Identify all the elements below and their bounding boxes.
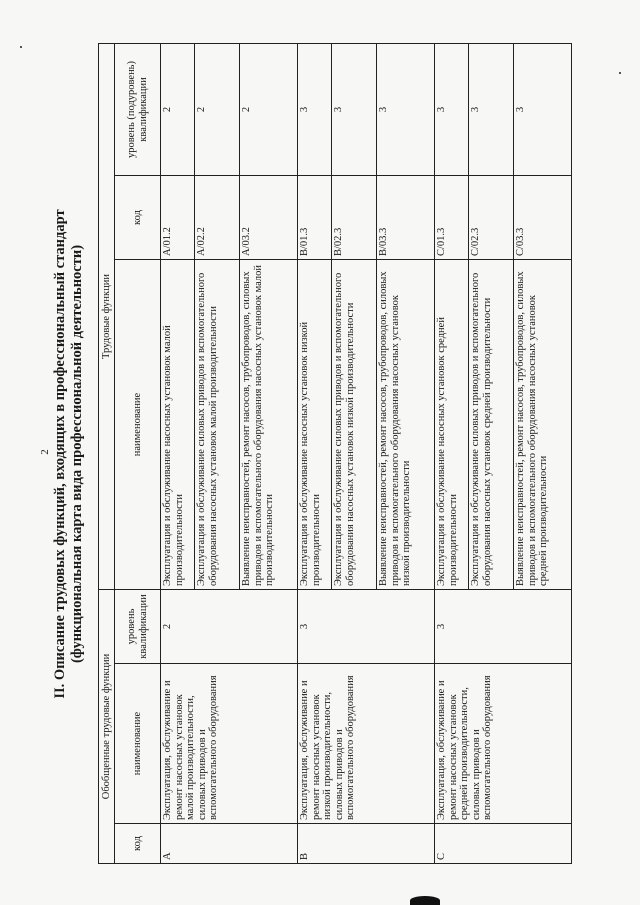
- group-name: Эксплуатация, обслуживание и ремонт насосных установок средней производительности, силовых приводов и вспомогательного оборудования: [435, 664, 572, 824]
- table-row: [298, 43, 332, 863]
- function-level: 3: [435, 43, 469, 175]
- header-level: уровень квалификации: [115, 590, 161, 664]
- scan-mark: [410, 896, 440, 905]
- table-row: [435, 43, 469, 863]
- group-code: B: [298, 824, 435, 864]
- function-name: Эксплуатация и обслуживание силовых приводов и вспомогательного оборудования насосных установок низкой производительности: [332, 260, 377, 590]
- scan-speck: [20, 46, 22, 48]
- function-code: A/02.2: [195, 176, 240, 260]
- header-code: код: [115, 824, 161, 864]
- function-level: 3: [377, 43, 435, 175]
- functional-map-table: [98, 43, 572, 864]
- header-function-code: код: [115, 176, 161, 260]
- function-name: Эксплуатация и обслуживание силовых приводов и вспомогательного оборудования насосных установок малой производительности: [195, 260, 240, 590]
- header-function-name: наименование: [115, 260, 161, 590]
- function-name: Выявление неисправностей, ремонт насосов, трубопроводов, силовых приводов и вспомогательного оборудования насосных установок средней производительности: [514, 260, 572, 590]
- function-name: Выявление неисправностей, ремонт насосов, трубопроводов, силовых приводов и вспомогательного оборудования насосных установок малой производительности: [240, 260, 298, 590]
- rotated-page: [52, 30, 607, 878]
- function-level: 2: [240, 43, 298, 175]
- scan-speck: [619, 72, 621, 74]
- function-code: A/03.2: [240, 176, 298, 260]
- header-function-level: уровень (подуровень) квалификации: [115, 43, 161, 175]
- function-name: Эксплуатация и обслуживание силовых приводов и вспомогательного оборудования насосных установок средней производительности: [469, 260, 514, 590]
- function-code: B/03.3: [377, 176, 435, 260]
- function-level: 2: [161, 43, 195, 175]
- group-name: Эксплуатация, обслуживание и ремонт насосных установок низкой производительности, силовых приводов и вспомогательного оборудования: [298, 664, 435, 824]
- function-level: 2: [195, 43, 240, 175]
- function-code: C/01.3: [435, 176, 469, 260]
- function-code: B/01.3: [298, 176, 332, 260]
- function-name: Эксплуатация и обслуживание насосных установок низкой производительности: [298, 260, 332, 590]
- function-level: 3: [469, 43, 514, 175]
- function-name: Эксплуатация и обслуживание насосных установок средней производительности: [435, 260, 469, 590]
- function-code: A/01.2: [161, 176, 195, 260]
- function-level: 3: [298, 43, 332, 175]
- function-code: B/02.3: [332, 176, 377, 260]
- function-name: Эксплуатация и обслуживание насосных установок малой производительности: [161, 260, 195, 590]
- group-level: 2: [161, 590, 298, 664]
- function-level: 3: [332, 43, 377, 175]
- function-code: C/02.3: [469, 176, 514, 260]
- table-row: [161, 43, 195, 863]
- function-level: 3: [514, 43, 572, 175]
- group-level: 3: [435, 590, 572, 664]
- section-heading: [52, 30, 92, 878]
- function-code: C/03.3: [514, 176, 572, 260]
- group-level: 3: [298, 590, 435, 664]
- heading-line-2: (функциональная карта вида профессиональной деятельности): [69, 244, 85, 664]
- function-name: Выявление неисправностей, ремонт насосов, трубопроводов, силовых приводов и вспомогательного оборудования насосных установок низкой производительности: [377, 260, 435, 590]
- header-generalized-functions: Обобщенные трудовые функции: [99, 590, 115, 864]
- group-name: Эксплуатация, обслуживание и ремонт насосных установок малой производительности, силовых приводов и вспомогательного оборудования: [161, 664, 298, 824]
- page-number: 2: [38, 449, 51, 455]
- group-code: A: [161, 824, 298, 864]
- header-name: наименование: [115, 664, 161, 824]
- header-labor-functions: Трудовые функции: [99, 43, 115, 589]
- heading-line-1: II. Описание трудовых функций, входящих в профессиональный стандарт: [52, 209, 68, 699]
- group-code: C: [435, 824, 572, 864]
